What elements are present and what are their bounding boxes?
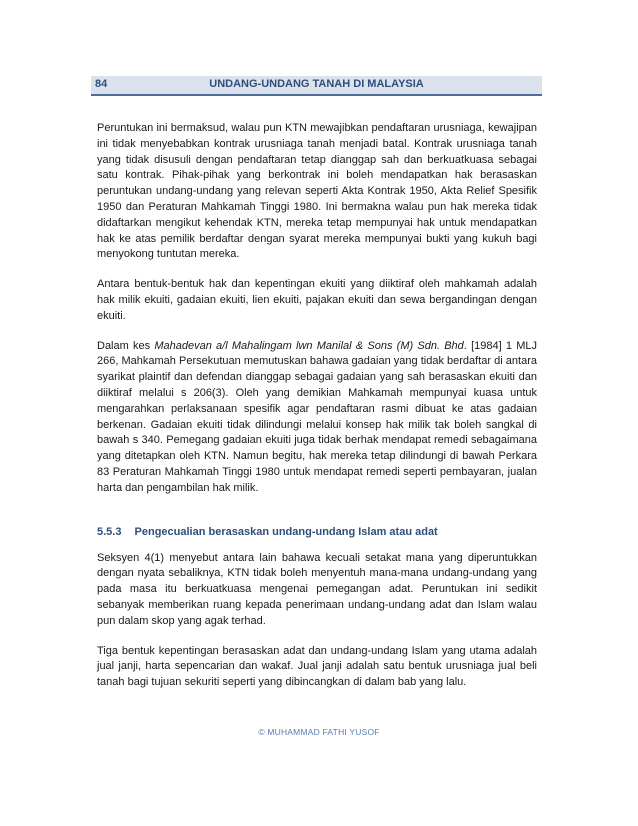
page-body	[97, 121, 537, 691]
paragraph: Seksyen 4(1) menyebut antara lain bahawa kecuali setakat mana yang diperuntukkan dengan nyata sebaliknya, KTN tidak boleh menyentuh mana-mana undang-undang yang pada masa itu berkuatkuasa mengenai pemegangan adat. Peruntukan ini sedikit sebanyak memberikan ruang kepada penerimaan undang-undang adat dan Islam walau pun dalam skop yang agak terhad.	[97, 551, 537, 627]
running-title: UNDANG-UNDANG TANAH DI MALAYSIA	[209, 78, 424, 90]
section-heading	[97, 526, 537, 538]
paragraph: Antara bentuk-bentuk hak dan kepentingan ekuiti yang diiktiraf oleh mahkamah adalah hak milik ekuiti, gadaian ekuiti, lien ekuiti, pajakan ekuiti dan sewa bergandingan dengan ekuiti.	[97, 278, 537, 322]
section-title: Pengecualian berasaskan undang-undang Islam atau adat	[134, 525, 438, 538]
case-name: Mahadevan a/l Mahalingam lwn Manilal & Sons (M) Sdn. Bhd	[154, 339, 464, 352]
page-number: 84	[95, 78, 108, 90]
running-header	[91, 76, 542, 96]
paragraph: Peruntukan ini bermaksud, walau pun KTN mewajibkan pendaftaran urusniaga, kewajipan ini tidak menyebabkan kontrak urusniaga tanah menjadi batal. Kontrak urusniaga tanah yang tidak disusuli dengan pendaftaran tetap dianggap sah dan berkuatkuasa sebagai satu kontrak. Pihak-pihak yang berkontrak ini boleh mendapatkan hak berasaskan peruntukan undang-undang yang relevan seperti Akta Kontrak 1950, Akta Relief Spesifik 1950 dan Peraturan Mahkamah Tinggi 1980. Ini bermakna walau pun hak mereka tidak didaftarkan mengikut kehendak KTN, mereka tetap mempunyai hak untuk mendapatkan hak ke atas pemilik berdaftar dengan syarat mereka mempunyai bukti yang kukuh bagi menyokong tuntutan mereka.	[97, 122, 537, 261]
copyright-footer: © MUHAMMAD FATHI YUSOF	[258, 727, 380, 737]
paragraph: Tiga bentuk kepentingan berasaskan adat dan undang-undang Islam yang utama adalah jual janji, harta sepencarian dan wakaf. Jual janji adalah satu bentuk urusniaga jual beli tanah bagi tujuan sekuriti seperti yang dibincangkan di dalam bab yang lalu.	[97, 644, 537, 689]
case-text: . [1984] 1 MLJ 266, Mahkamah Persekutuan memutuskan bahawa gadaian yang tidak berdaftar di antara syarikat plaintif dan defendan dianggap sebagai gadaian yang sah berasaskan ekuiti dan diiktiraf melalui s 206(3). Oleh yang demikian Mahkamah mempunyai kuasa untuk mengarahkan perlaksanaan spesifik agar pendaftaran rasmi dibuat ke atas gadaian berkenan. Gadaian ekuiti tidak dilindungi melalui konsep hak milik tak boleh sangkal di bawah s 340. Pemegang gadaian ekuiti juga tidak berhak mendapat remedi sebagaimana yang ditetapkan oleh KTN. Namun begitu, hak mereka tetap dilindungi di bawah Perkara 83 Peraturan Mahkamah Tinggi 1980 untuk mendapat remedi seperti pembayaran, jualan harta dan pengambilan hak milik.	[97, 339, 537, 494]
section-number: 5.5.3	[97, 525, 122, 538]
case-lead: Dalam kes	[97, 339, 155, 352]
case-paragraph	[97, 339, 537, 497]
